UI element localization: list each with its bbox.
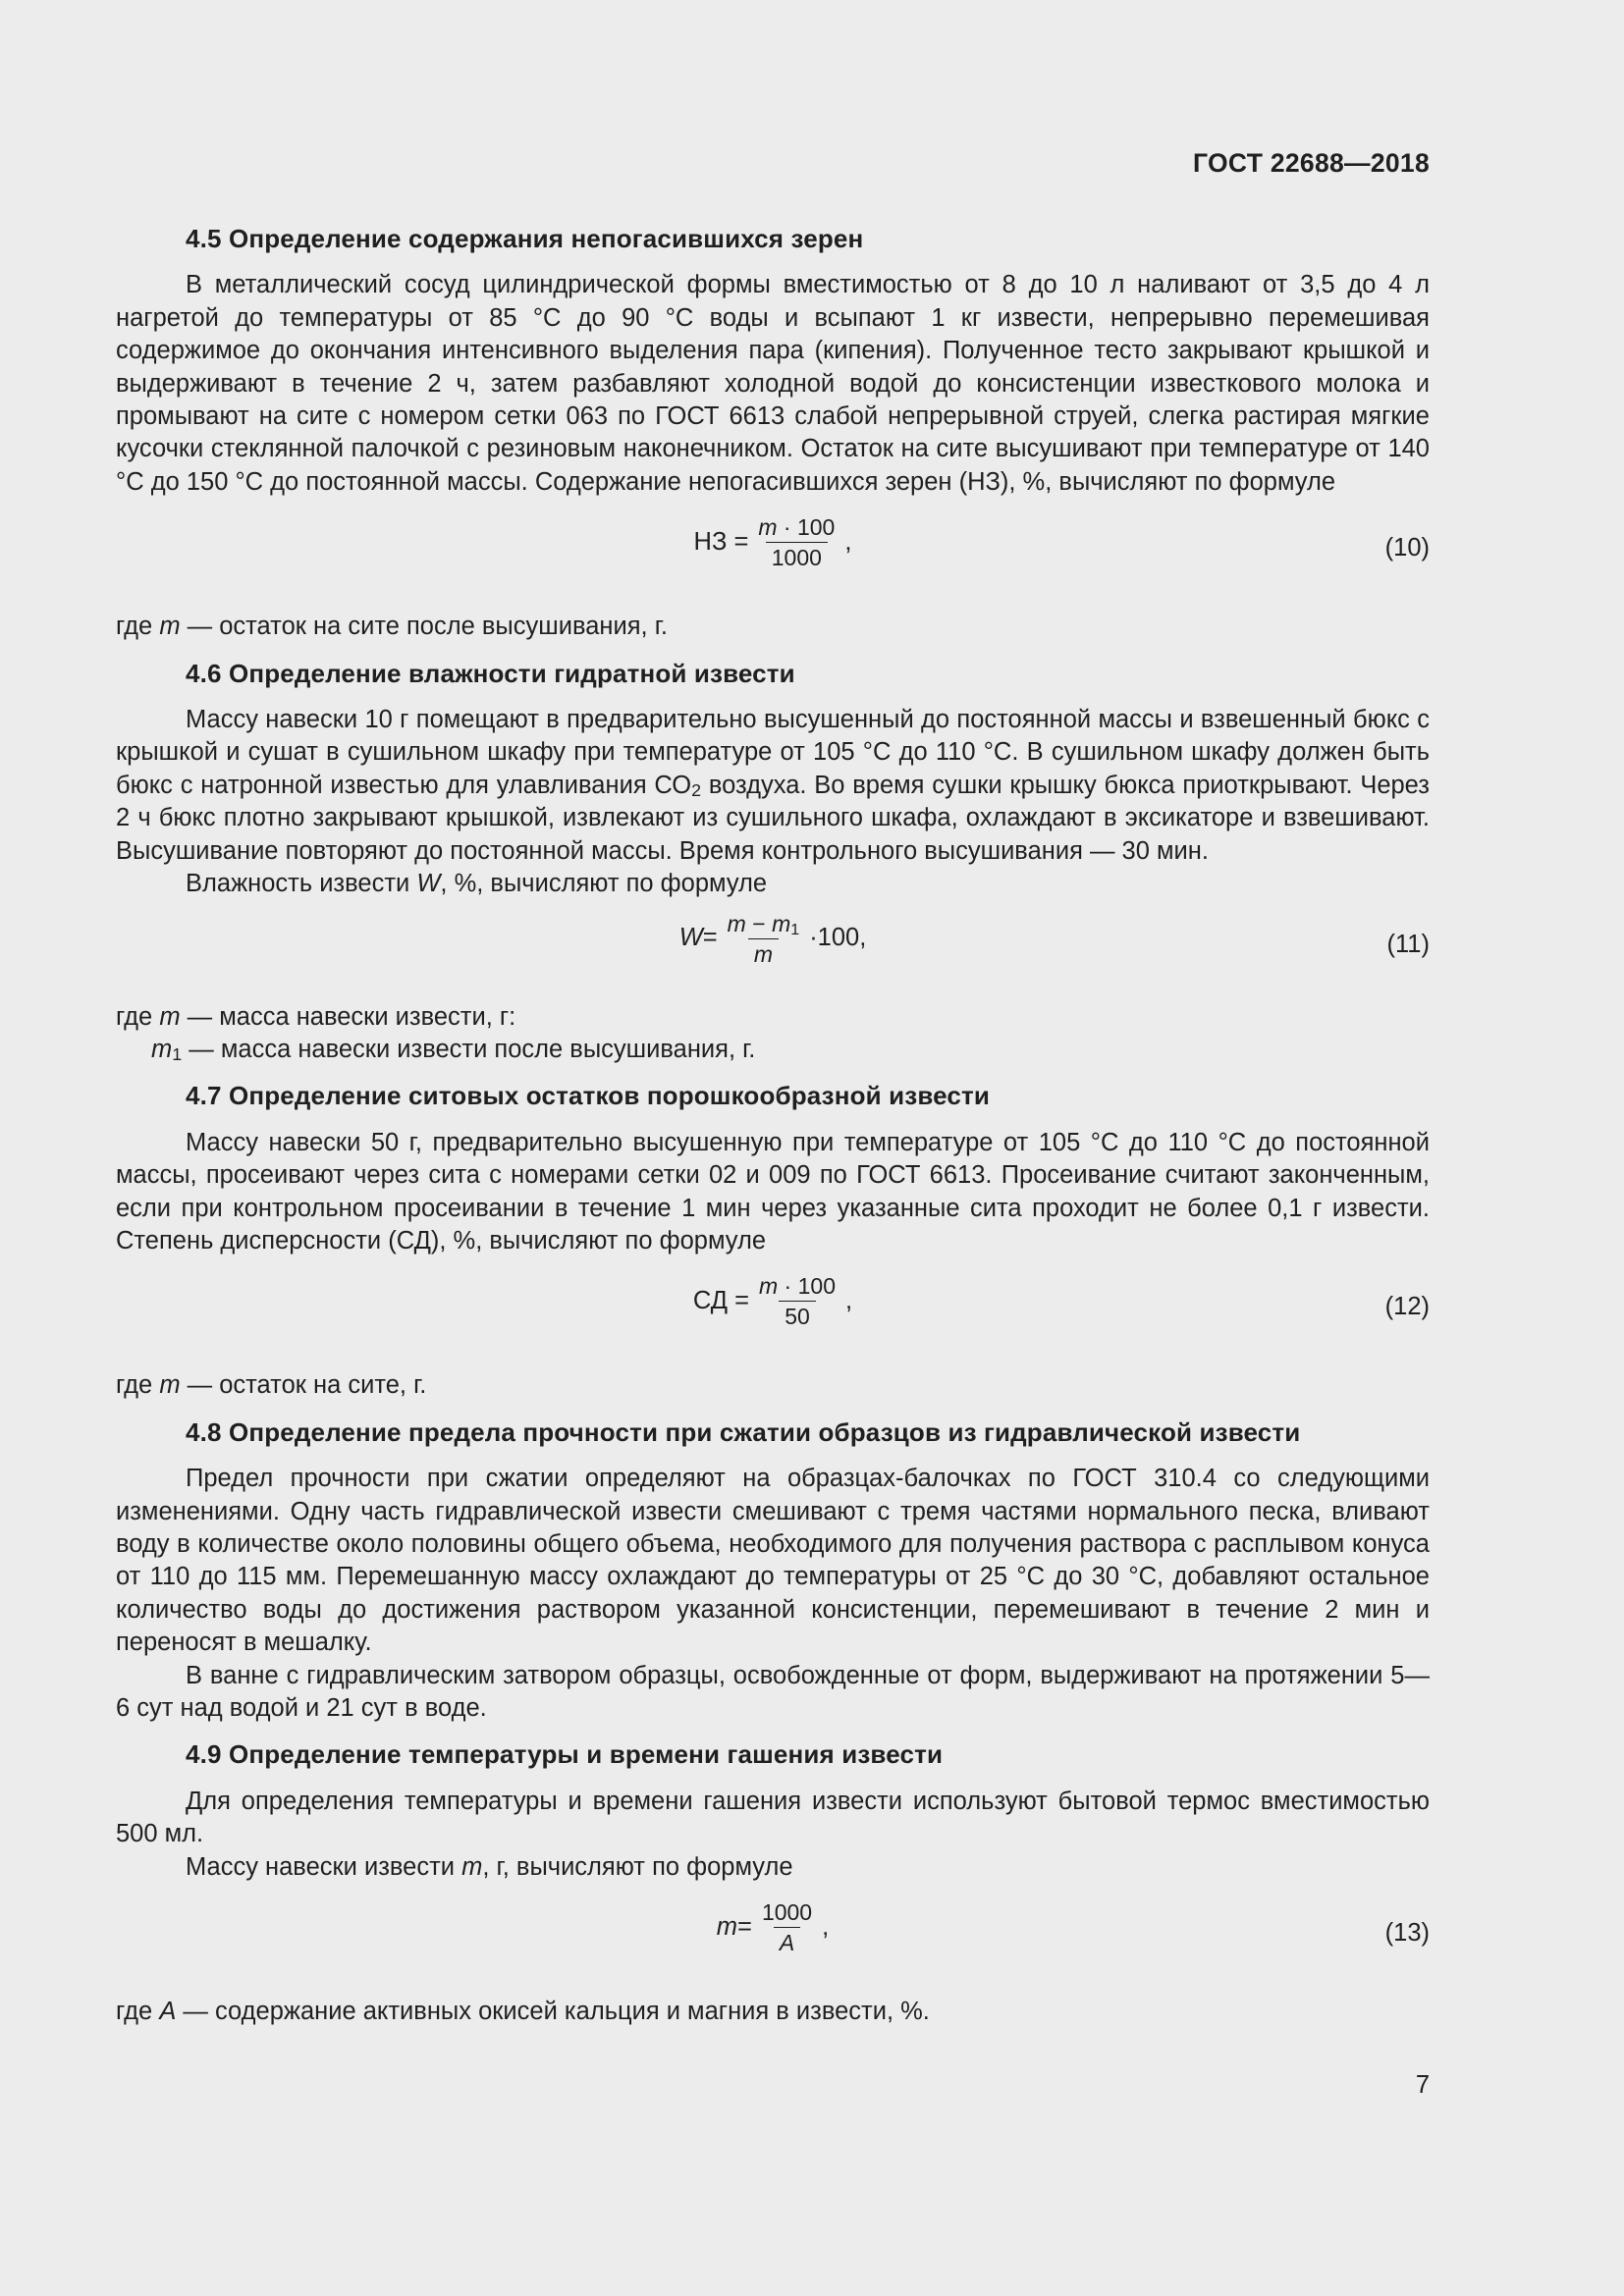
paragraph-text: Массу навески 10 г помещают в предварительно высушенный до постоянной массы и взвешенный бюкс с крышкой и сушат в сушильном шкафу при температуре от 105 °С до 110 °С. В сушильном шкафу должен быть бюкс с натронной известью для улавливания СО: [116, 706, 1430, 799]
section-4-7-paragraph: Массу навески 50 г, предварительно высушенную при температуре от 105 °С до 110 °С до постоянной массы, просеивают через сита с номерами сетки 02 и 009 по ГОСТ 6613. Просеивание считают законченным, если при контрольном просеивании в течение 1 мин через указанные сита проходит не более 0,1 г извести. Степень дисперсности (СД), %, вычисляют по формуле: [116, 1128, 1430, 1255]
where-variable: m: [151, 1035, 173, 1063]
where-prefix: где: [116, 613, 160, 641]
paragraph-text: , г, вычисляют по формуле: [482, 1852, 793, 1881]
formula-12-where: [116, 1369, 1430, 1402]
section-4-6-title: 4.6 Определение влажности гидратной извести: [186, 658, 795, 688]
section-4-9-paragraph-1: Для определения температуры и времени гашения извести используют бытовой термос вместимостью 500 мл.: [116, 1787, 1430, 1848]
section-4-7-title: 4.7 Определение ситовых остатков порошкообразной извести: [186, 1081, 991, 1111]
section-4-8-paragraph-1: Предел прочности при сжатии определяют на образцах-балочках по ГОСТ 310.4 со следующими изменениями. Одну часть гидравлической извести смешивают с тремя частями нормального песка, вливают воду в количестве около половины общего объема, необходимого для получения раствора с расплывом конуса от 110 до 115 мм. Перемешанную массу охлаждают до температуры от 25 °С до 30 °С, добавляют остальное количество воды до достижения раствором указанной консистенции, перемешивают в течение 2 мин и переносят в мешалку.: [116, 1465, 1430, 1657]
formula-10-fraction: [752, 512, 840, 572]
formula-13-fraction: [756, 1897, 818, 1957]
document-code: ГОСТ 22688—2018: [1193, 148, 1430, 178]
formula-12-number: (12): [1384, 1293, 1430, 1321]
formula-11-minus: −: [745, 910, 773, 936]
formula-10-num-rest: · 100: [777, 514, 836, 541]
section-4-6-paragraph-1: [116, 704, 1430, 868]
variable: m: [461, 1852, 483, 1881]
formula-10-tail: ,: [844, 528, 852, 557]
formula-12-tail: ,: [845, 1287, 853, 1315]
where-variable: m: [159, 1002, 181, 1031]
formula-11-denominator: m: [748, 938, 779, 969]
formula-13-equals: =: [737, 1912, 752, 1941]
formula-11-num-a: m: [727, 910, 746, 936]
formula-13-where: [116, 1996, 1430, 2028]
section-4-5-paragraph: В металлический сосуд цилиндрической формы вместимостью от 8 до 10 л наливают от 3,5 до 4 л нагретой до температуры от 85 °С до 90 °С воды и всыпают 1 кг извести, непрерывно перемешивая содержимое до окончания интенсивного выделения пара (кипения). Полученное тесто закрывают крышкой и выдерживают в течение 2 ч, затем разбавляют холодной водой до консистенции известкового молока и промывают на сите с номером сетки 063 по ГОСТ 6613 слабой непрерывной струей, слегка растирая мягкие кусочки стеклянной палочкой с резиновым наконечником. Остаток на сите высушивают при температуре от 140 °С до 150 °С до постоянной массы. Содержание непогасившихся зерен (НЗ), %, вычисляют по формуле: [116, 271, 1430, 496]
paragraph-text: Влажность извести: [186, 870, 417, 898]
where-text: — масса навески извести, г:: [180, 1002, 516, 1031]
formula-12: [116, 1271, 1430, 1362]
where-text: — остаток на сите после высушивания, г.: [180, 613, 668, 641]
paragraph-text: воздуха. Во время сушки крышку бюкса приоткрывают. Через 2 ч бюкс плотно закрывают крышкой, извлекают из сушильного шкафа, охлаждают в эксикаторе и взвешивают. Высушивание повторяют до постоянной массы. Время контрольного высушивания — 30 мин.: [116, 771, 1430, 865]
formula-10: [116, 512, 1430, 603]
page-number: 7: [1415, 2071, 1430, 2099]
formula-12-denominator: 50: [779, 1301, 816, 1331]
section-4-6-paragraph-2: [116, 868, 1430, 900]
where-variable: A: [159, 1998, 177, 2026]
paragraph-text: , %, вычисляют по формуле: [440, 870, 768, 898]
variable: W: [416, 870, 441, 898]
formula-12-num-var: m: [759, 1273, 779, 1300]
formula-10-lhs: НЗ =: [693, 528, 749, 557]
formula-10-denominator: 1000: [766, 542, 828, 572]
formula-10-num-var: m: [758, 514, 778, 541]
where-prefix: где: [116, 1998, 160, 2026]
section-4-9-title: 4.9 Определение температуры и времени гашения извести: [186, 1739, 944, 1770]
formula-11-lhs-var: W: [678, 924, 703, 952]
paragraph-text: Массу навески извести: [186, 1852, 462, 1881]
formula-10-where: [116, 611, 1430, 643]
formula-11-tail: ·100,: [809, 924, 867, 952]
section-4-8-title: 4.8 Определение предела прочности при сжатии образцов из гидравлической извести: [186, 1416, 1301, 1447]
formula-12-fraction: [753, 1271, 841, 1331]
formula-13-tail: ,: [822, 1912, 830, 1941]
formula-11-num-sub: 1: [790, 920, 800, 938]
formula-12-lhs: СД =: [692, 1287, 749, 1315]
formula-12-num-rest: · 100: [778, 1273, 836, 1300]
formula-11-fraction: [722, 909, 806, 969]
where-subscript: 1: [172, 1043, 183, 1064]
formula-11: [116, 909, 1430, 991]
where-variable: m: [159, 613, 181, 641]
where-prefix: где: [116, 1002, 160, 1031]
where-line-2: [116, 1034, 1430, 1066]
co2-subscript: 2: [691, 779, 702, 800]
formula-11-where: [116, 1001, 1430, 1067]
section-4-9-paragraph-2: [116, 1851, 1430, 1884]
page-content: [116, 223, 1430, 2028]
section-4-5-title: 4.5 Определение содержания непогасившихся зерен: [186, 224, 864, 253]
formula-13-numerator: 1000: [761, 1899, 813, 1926]
formula-11-number: (11): [1386, 930, 1430, 958]
section-4-8-paragraph-2: В ванне с гидравлическим затвором образцы, освобожденные от форм, выдерживают на протяжении 5—6 сут над водой и 21 сут в воде.: [116, 1661, 1430, 1722]
formula-13-lhs-var: m: [716, 1912, 738, 1941]
formula-13-denominator: A: [774, 1927, 800, 1957]
where-text: — масса навески извести после высушивания, г.: [182, 1035, 756, 1063]
formula-11-num-b: m: [772, 910, 791, 936]
where-text: — содержание активных окисей кальция и магния в извести, %.: [176, 1998, 930, 2026]
where-prefix: где: [116, 1371, 160, 1400]
formula-11-equals: =: [702, 924, 718, 952]
where-text: — остаток на сите, г.: [180, 1371, 427, 1400]
formula-13-number: (13): [1384, 1919, 1430, 1948]
where-variable: m: [159, 1371, 181, 1400]
formula-10-number: (10): [1384, 534, 1430, 562]
formula-13: [116, 1897, 1430, 1988]
